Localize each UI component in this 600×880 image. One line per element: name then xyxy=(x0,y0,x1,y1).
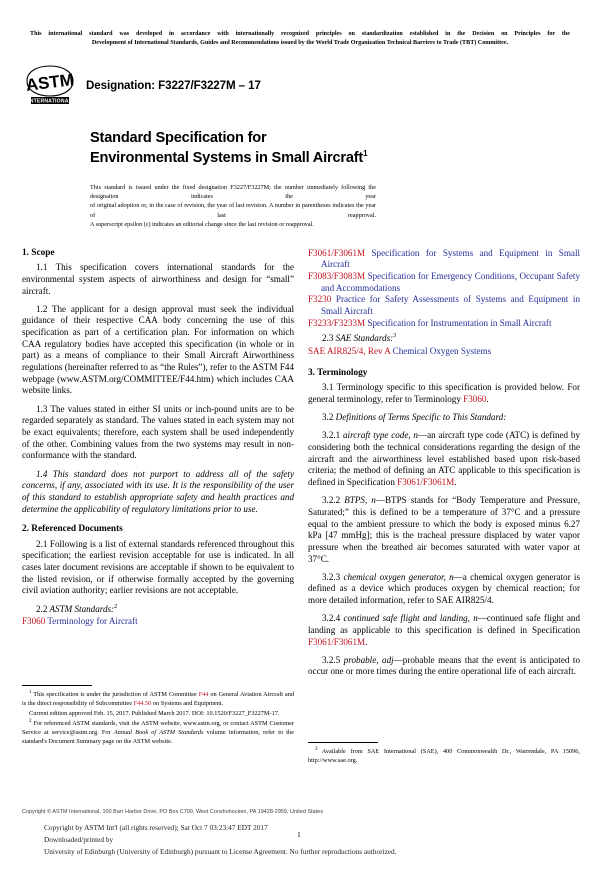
paragraph-3-2 xyxy=(308,412,580,424)
astm-standards-label: ASTM Standards: xyxy=(49,603,115,614)
astm-standards-number: 2.2 xyxy=(36,603,48,614)
footnote-1-mid: on General Aviation Aircraft and is the direct responsibility of Subcommittee xyxy=(22,691,294,708)
reference-item[interactable] xyxy=(308,294,580,317)
paragraph-1-2 xyxy=(22,304,294,397)
definition-term: continued safe flight and landing, n xyxy=(343,613,478,624)
download-stamp-line-3: University of Edinburgh (University of Edinburgh) pursuant to License Agreement. No further reproductions authorized. xyxy=(44,846,397,856)
sae-standards-footnote-marker: 3 xyxy=(393,332,397,340)
body-columns xyxy=(22,247,581,678)
tbt-banner xyxy=(22,30,578,48)
copyright-bar: Copyright © ASTM International, 100 Barr Harbor Drive, PO Box C700, West Conshohocken, PA 19428-2959, United States xyxy=(22,809,324,815)
document-page xyxy=(0,30,600,880)
masthead xyxy=(22,64,578,106)
left-column xyxy=(22,248,294,628)
tbt-banner-line-1: This international standard was developed in accordance with internationally recognized principles on standardization established in the Decision on Principles for the xyxy=(30,31,570,37)
sae-standards-heading xyxy=(308,333,580,345)
footnote-2-text: For referenced ASTM standards, visit the ASTM website, www.astm.org, or contact ASTM Customer Service at service@astm.org. For xyxy=(22,719,295,736)
paragraph-1-3-text: The values stated in either SI units or inch-pound units are to be regarded separately as standard. The values stated in each system may not be exact equivalents; therefore, each system shall be used independently of the other. Combining values from the two systems may result in non-conformance with the standard. xyxy=(22,403,294,461)
footnote-3-marker: 3 xyxy=(315,746,318,752)
paragraph-3-1-text: Terminology specific to this specification is provided below. For general terminology, refer to Terminology xyxy=(308,382,580,404)
issue-note-line-1: This standard is issued under the fixed designation F3227/F3227M; the number immediately following the designation indicates the year xyxy=(90,183,376,200)
terminology-reference-link[interactable]: F3060 xyxy=(463,393,487,404)
definition-term: probable, adj xyxy=(343,654,394,665)
definition-term: chemical oxygen generator, n xyxy=(343,571,454,582)
paragraph-3-1 xyxy=(308,382,580,405)
paragraph-3-2-number: 3.2 xyxy=(322,412,334,423)
paragraph-1-1-text: This specification covers international standards for the environmental system aspects of airworthiness and design for “small” aircraft. xyxy=(22,262,294,296)
footnote-rule xyxy=(22,685,92,686)
reference-code[interactable]: F3233/F3233M xyxy=(308,317,366,328)
definition-term: BTPS, n xyxy=(344,495,376,506)
title-footnote-marker: 1 xyxy=(363,149,368,159)
paragraph-1-2-text: The applicant for a design approval must seek the individual guidance of their respective CAA body concerning the use of this specification as part of a certification plan. For information on which CAA regulatory bodies have accepted this specification (in whole or in part) as a means of compliance to their Small Aircraft Airworthiness regulations (hereinafter referred to as “the Rules”), refer to the ASTM F44 webpage (www.ASTM.org/COMMITTEE/F44.htm) which includes CAA website links. xyxy=(22,303,295,396)
paragraph-2-1-text: Following is a list of external standards referenced throughout this specification; the earliest revision acceptable for use is indicated. In all cases later document revisions are acceptable if shown to be equivalent to the listed revision, or if otherwise formally accepted by the governing civil aviation authority; earlier revisions are not acceptable. xyxy=(22,538,294,596)
reference-code[interactable]: SAE AIR825/4, Rev A xyxy=(308,346,391,357)
definition-3-2-1 xyxy=(308,430,580,488)
footnote-1 xyxy=(22,690,294,708)
footnote-3 xyxy=(308,747,580,765)
definition-number: 3.2.3 xyxy=(322,571,341,582)
definition-number: 3.2.5 xyxy=(322,654,341,665)
section-heading-terminology: 3. Terminology xyxy=(308,367,368,378)
paragraph-1-3-number: 1.3 xyxy=(36,403,48,414)
reference-item[interactable] xyxy=(308,346,580,358)
sae-standards-number: 2.3 xyxy=(322,333,334,344)
page-number: 1 xyxy=(297,830,301,839)
paragraph-1-3 xyxy=(22,404,294,462)
definition-text: —continued safe flight and landing as applicable to this specification is defined in Specification xyxy=(308,613,581,635)
footnote-2 xyxy=(22,719,294,747)
paragraph-2-1 xyxy=(22,539,294,597)
footnote-2-post: volume information, refer to the standard's Document Summary page on the ASTM website. xyxy=(22,728,294,745)
definition-3-2-5 xyxy=(308,655,580,678)
paragraph-3-2-text: Definitions of Terms Specific to This Standard: xyxy=(335,412,507,423)
definition-number: 3.2.4 xyxy=(322,613,341,624)
definition-3-2-3 xyxy=(308,572,580,607)
definition-text: —BTPS stands for “Body Temperature and Pressure, Saturated;” this is defined to be a temperature of 37°C and a pressure equal to the ambient pressure to which the body is exposed minus 6.27 kPa [47 mmHg]; this is the tracheal pressure displaced by water vapor pressure when the breathed air becomes saturated with water vapor at 37°C. xyxy=(308,495,580,564)
title-line-2: Environmental Systems in Small Aircraft xyxy=(90,150,364,167)
astm-standards-footnote-marker: 2 xyxy=(114,602,118,610)
paragraph-3-1-text-end: . xyxy=(486,393,489,404)
paragraph-1-4-number: 1.4 xyxy=(36,468,48,479)
title-line-1: Standard Specification for xyxy=(90,130,267,147)
reference-code[interactable]: F3060 xyxy=(22,616,46,627)
footnote-1-marker: 1 xyxy=(29,689,32,695)
definition-text-end: . xyxy=(365,636,368,647)
tbt-banner-line-2: Development of International Standards, Guides and Recommendations issued by the World Trade Organization Technical Barriers to Trade (TBT) Committee. xyxy=(91,40,509,47)
footnote-rule xyxy=(308,742,378,743)
paragraph-1-1-number: 1.1 xyxy=(36,262,48,273)
right-footnote-block xyxy=(308,742,580,765)
reference-item[interactable] xyxy=(308,318,580,330)
svg-text:INTERNATIONAL: INTERNATIONAL xyxy=(28,98,72,105)
definition-text: —a chemical oxygen generator is defined as a device which produces oxygen by chemical reaction; for more detailed information, refer to SAE AIR825/4. xyxy=(308,571,580,606)
paragraph-1-1 xyxy=(22,262,294,297)
reference-title[interactable]: Specification for Emergency Conditions, Occupant Safety and Accommodations xyxy=(321,270,580,293)
reference-code[interactable]: F3083/F3083M xyxy=(308,270,366,281)
reference-title[interactable]: Specification for Instrumentation in Small Aircraft xyxy=(367,317,552,328)
svg-text:ASTM: ASTM xyxy=(24,70,75,96)
paragraph-1-2-number: 1.2 xyxy=(36,303,48,314)
issue-note-line-3: A superscript epsilon (ε) indicates an editorial change since the last revision or reapproval. xyxy=(90,221,314,229)
issue-note-line-2: of original adoption or, in the case of revision, the year of last revision. A number in parentheses indicates the year of last reapproval. xyxy=(90,202,376,219)
page-title xyxy=(90,128,578,168)
sae-reference-list xyxy=(308,346,580,358)
footnote-3-text: Available from SAE International (SAE), 400 Commonwealth Dr., Warrendale, PA 15096, http://www.sae.org. xyxy=(308,748,580,765)
reference-item[interactable] xyxy=(308,248,580,271)
reference-title[interactable]: Specification for Systems and Equipment in Small Aircraft xyxy=(321,247,580,270)
astm-reference-list-right xyxy=(308,248,580,330)
section-heading-scope: 1. Scope xyxy=(22,247,55,258)
paragraph-1-4-text: This standard does not purport to address all of the safety concerns, if any, associated with its use. It is the responsibility of the user of this standard to establish appropriate safety and health practices and determine the applicability of regulatory limitations prior to use. xyxy=(22,468,294,514)
download-stamp-line-2: Downloaded/printed by xyxy=(44,834,114,844)
footnote-1-post: on Systems and Equipment. xyxy=(151,700,224,708)
reference-title[interactable]: Chemical Oxygen Systems xyxy=(392,346,492,357)
definition-reference-link[interactable]: F3061/F3061M xyxy=(308,636,366,647)
download-stamp-line-1: Copyright by ASTM Int'l (all rights reserved); Sat Oct 7 03:23:47 EDT 2017 xyxy=(44,823,268,832)
issue-note xyxy=(90,183,376,230)
sae-standards-label: SAE Standards: xyxy=(335,333,394,344)
definition-text-end: . xyxy=(454,477,457,487)
footnote-2-marker: 2 xyxy=(29,718,32,724)
paragraph-3-1-number: 3.1 xyxy=(322,382,334,393)
astm-standards-heading xyxy=(22,604,294,616)
definition-reference-link[interactable]: F3061/F3061M xyxy=(397,477,455,487)
left-footnote-block xyxy=(22,685,294,746)
reference-code[interactable]: F3230 xyxy=(308,294,332,305)
definition-3-2-4 xyxy=(308,613,580,648)
definition-text: —probable means that the event is anticipated to occur one or more times during the entire operational life of each aircraft. xyxy=(308,654,581,677)
section-heading-referenced-documents: 2. Referenced Documents xyxy=(22,524,123,535)
footnote-subcommittee-link[interactable]: F44.50 xyxy=(133,700,152,708)
definition-3-2-2 xyxy=(308,495,580,565)
definition-text: —an aircraft type code (ATC) is defined by considering both the technical considerations regarding the design of the aircraft and the airworthiness level established based upon risk-based criteria; the method of defining an ATC applicable to this specification is defined in Specification xyxy=(308,430,580,487)
footnote-2-italic: Annual Book of ASTM Standards xyxy=(113,728,204,736)
definition-term: aircraft type code, n xyxy=(343,430,418,441)
footnote-1-text: This specification is under the jurisdiction of ASTM Committee xyxy=(33,691,199,698)
footnote-edition-text: Current edition approved Feb. 15, 2017. Published March 2017. DOI: 10.1520/F3227_F3227M-17. xyxy=(29,709,280,717)
reference-item[interactable] xyxy=(22,616,294,628)
reference-item[interactable] xyxy=(308,271,580,294)
definition-number: 3.2.2 xyxy=(322,495,341,506)
reference-title[interactable]: Practice for Safety Assessments of Systems and Equipment in Small Aircraft xyxy=(321,294,580,316)
astm-reference-list-left xyxy=(22,616,294,628)
astm-logo-icon xyxy=(24,64,76,106)
reference-code[interactable]: F3061/F3061M xyxy=(308,247,366,258)
footnote-committee-link[interactable]: F44 xyxy=(198,691,209,698)
paragraph-2-1-number: 2.1 xyxy=(36,538,48,549)
footnote-edition xyxy=(22,709,294,718)
title-block xyxy=(90,128,578,229)
paragraph-1-4 xyxy=(22,469,294,516)
download-stamp xyxy=(44,822,564,857)
designation-label: Designation: F3227/F3227M – 17 xyxy=(86,78,261,92)
reference-title[interactable]: Terminology for Aircraft xyxy=(47,616,138,627)
right-column xyxy=(308,248,580,678)
definition-number: 3.2.1 xyxy=(322,430,341,441)
